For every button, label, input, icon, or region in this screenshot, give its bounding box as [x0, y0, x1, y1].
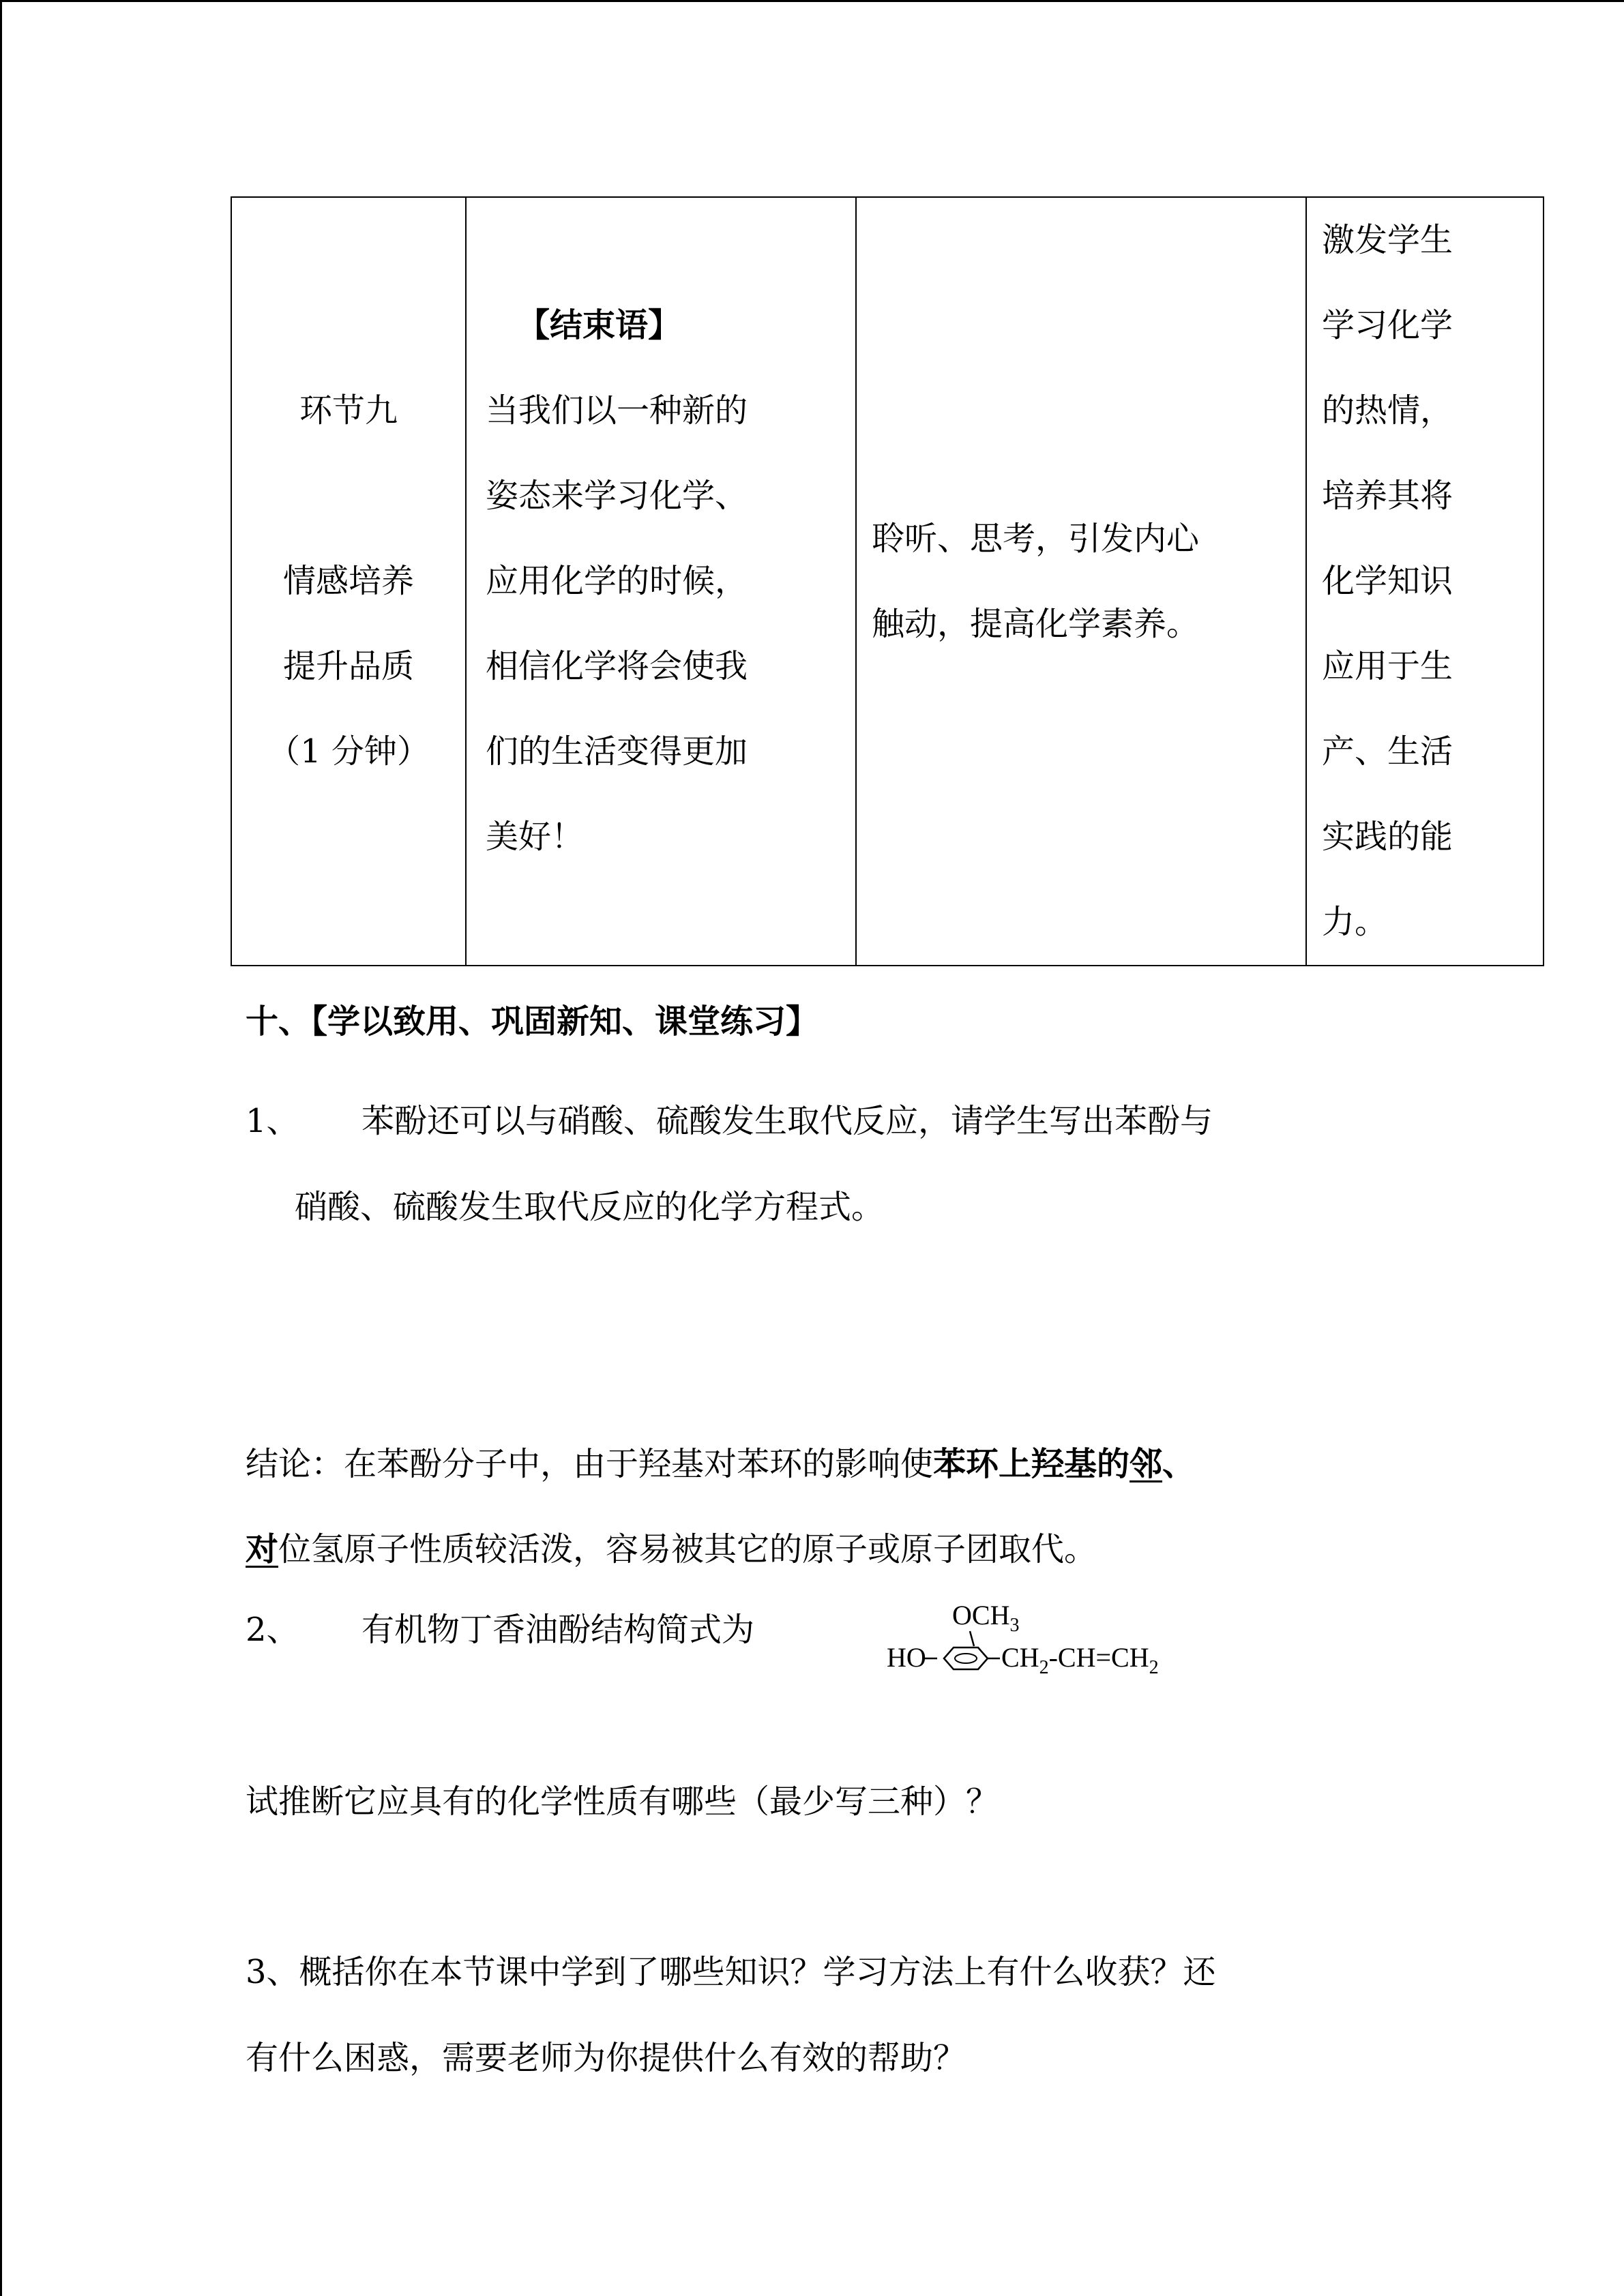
intent-line: 的热情， — [1322, 391, 1453, 430]
intent-line: 应用于生 — [1322, 647, 1453, 685]
question-3-line-2: 有什么困惑，需要老师为你提供什么有效的帮助？ — [246, 2039, 966, 2077]
student-line: 触动，提高化学素养。 — [872, 604, 1200, 643]
intent-line: 激发学生 — [1322, 221, 1453, 259]
eugenol-structural-formula — [887, 1596, 1200, 1691]
section-heading — [246, 1001, 818, 1042]
teacher-line: 美好！ — [486, 818, 585, 856]
intent-line: 产、生活 — [1322, 732, 1453, 771]
stage-duration: （1 分钟） — [267, 732, 430, 771]
stage-goal-line: 情感培养 — [282, 562, 414, 600]
student-line: 聆听、思考，引发内心 — [872, 519, 1200, 558]
stage-goal-line: 提升品质 — [282, 647, 414, 685]
teacher-line: 们的生活变得更加 — [486, 732, 748, 771]
conclusion-para: 对 — [246, 1530, 279, 1568]
teacher-line: 姿态来学习化学、 — [486, 477, 748, 515]
intent-line: 实践的能 — [1322, 818, 1453, 856]
conclusion-line-2 — [246, 1529, 1097, 1570]
teacher-line: 当我们以一种新的 — [486, 391, 748, 430]
top-border-line — [0, 0, 1624, 2]
teacher-activity-cell — [466, 197, 856, 966]
intent-line: 学习化学 — [1322, 306, 1453, 344]
formula-methoxy: $OCH_3$ — [952, 1600, 1020, 1636]
question-2-number: 2、 — [246, 1611, 299, 1649]
intent-line: 力。 — [1322, 903, 1388, 941]
question-1-line-1: 苯酚还可以与硝酸、硫酸发生取代反应，请学生写出苯酚与 — [361, 1102, 1213, 1140]
teacher-line: 相信化学将会使我 — [486, 647, 748, 685]
conclusion-text-2: 位氢原子性质较活泼，容易被其它的原子或原子团取代。 — [278, 1530, 1097, 1568]
student-activity-cell — [856, 197, 1306, 966]
section-title: 【学以致用、巩固新知、课堂练习】 — [311, 1002, 819, 1041]
formula-hydroxyl: HO — [887, 1642, 926, 1673]
conclusion-text: 结论：在苯酚分子中，由于羟基对苯环的影响使 — [246, 1445, 934, 1483]
conclusion-line-1 — [246, 1444, 1195, 1485]
section-number: 十、 — [246, 1002, 312, 1041]
closing-remarks-heading: 【结束语】 — [517, 306, 681, 344]
conclusion-ortho: 邻 — [1130, 1445, 1163, 1483]
conclusion-comma: 、 — [1162, 1445, 1196, 1483]
formula-allyl-chain: $CH_2-CH=CH_2$ — [1001, 1642, 1159, 1678]
stage-cell — [231, 197, 466, 966]
question-1-line-2: 硝酸、硫酸发生取代反应的化学方程式。 — [295, 1188, 885, 1226]
table-row — [231, 197, 1544, 966]
intent-line: 培养其将 — [1322, 477, 1453, 515]
stage-name: 环节九 — [299, 391, 398, 430]
design-intent-cell — [1306, 197, 1544, 966]
question-3-line-1: 3、概括你在本节课中学到了哪些知识？学习方法上有什么收获？还 — [246, 1953, 1216, 1991]
lesson-table — [231, 196, 1544, 966]
conclusion-bold: 苯环上羟基的 — [933, 1445, 1130, 1483]
question-2-prompt: 试推断它应具有的化学性质有哪些（最少写三种）？ — [246, 1783, 999, 1821]
intent-line: 化学知识 — [1322, 562, 1453, 600]
question-2-text: 有机物丁香油酚结构简式为 — [361, 1611, 755, 1649]
benzene-ring-icon — [887, 1596, 1200, 1691]
teacher-line: 应用化学的时候， — [486, 562, 748, 600]
left-border-line — [0, 0, 2, 2296]
question-1-number: 1、 — [246, 1102, 299, 1140]
